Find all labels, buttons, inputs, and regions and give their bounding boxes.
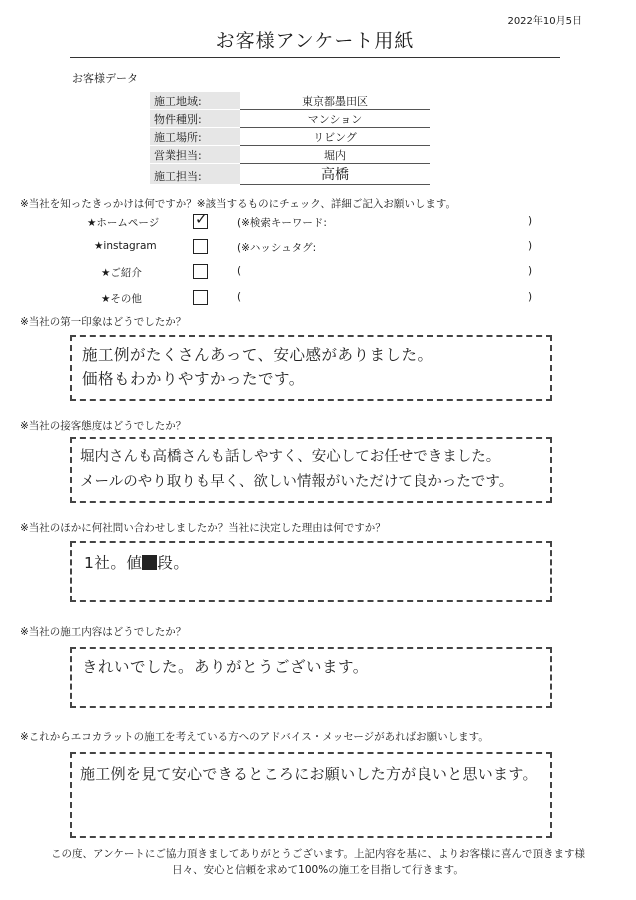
option-instagram-detail: (※ハッシュタグ: xyxy=(237,242,317,254)
q2-answer-box[interactable] xyxy=(70,335,552,401)
customer-data-heading: お客様データ xyxy=(72,72,138,85)
q5-answer-line-1: きれいでした。ありがとうございます。 xyxy=(82,658,369,676)
footer-line-1: この度、アンケートにご協力頂きましてありがとうございます。上記内容を基に、よりお客様に喜んで頂きます様 xyxy=(50,848,586,860)
checkbox-referral[interactable] xyxy=(193,264,208,279)
option-homepage-detail: (※検索キーワード: xyxy=(237,217,327,229)
q5-answer-box[interactable] xyxy=(70,647,552,708)
q5-question: ※当社の施工内容はどうでしたか？ xyxy=(20,626,187,638)
value-installer: 高橋 xyxy=(240,164,430,185)
label-location: 施工場所: xyxy=(150,128,240,146)
check-mark-icon: ✓ xyxy=(195,210,208,228)
q4-answer-box[interactable] xyxy=(70,541,552,602)
option-other-close: ) xyxy=(528,291,533,303)
customer-data-table xyxy=(150,92,430,185)
checkbox-other[interactable] xyxy=(193,290,208,305)
q4-question: ※当社のほかに何社問い合わせしましたか？当社に決定した理由は何ですか？ xyxy=(20,522,386,534)
q3-answer-line-2: メールのやり取りも早く、欲しい情報がいただけて良かったです。 xyxy=(80,474,514,490)
option-instagram-close: ) xyxy=(528,240,533,252)
row-property-type xyxy=(150,110,430,128)
option-referral-close: ) xyxy=(528,265,533,277)
q3-answer-box[interactable] xyxy=(70,437,552,503)
ink-blot xyxy=(142,555,157,570)
q4-answer xyxy=(84,551,189,575)
q2-question: ※当社の第一印象はどうでしたか？ xyxy=(20,316,187,328)
option-referral-detail: ( xyxy=(237,265,242,277)
survey-date: 2022年10月5日 xyxy=(507,16,582,27)
label-area: 施工地域: xyxy=(150,92,240,110)
checkbox-homepage[interactable] xyxy=(193,210,208,229)
q4-answer-pre: 1社。値 xyxy=(84,554,143,572)
option-instagram-label: ★instagram xyxy=(94,240,157,252)
q2-answer-line-1: 施工例がたくさんあって、安心感がありました。 xyxy=(82,346,434,364)
q6-answer-box[interactable] xyxy=(70,752,552,838)
option-referral-label: ★ご紹介 xyxy=(101,267,142,279)
option-homepage-close: ) xyxy=(528,215,533,227)
q2-answer-line-2: 価格もわかりやすかったです。 xyxy=(82,370,305,388)
value-location: リビング xyxy=(240,128,430,146)
q3-answer-line-1: 堀内さんも高橋さんも話しやすく、安心してお任せできました。 xyxy=(80,449,501,465)
row-installer xyxy=(150,164,430,185)
q6-answer-line-1: 施工例を見て安心できるところにお願いした方が良いと思います。 xyxy=(80,765,538,783)
label-installer: 施工担当: xyxy=(150,164,240,185)
row-location xyxy=(150,128,430,146)
q3-question: ※当社の接客態度はどうでしたか？ xyxy=(20,420,187,432)
label-sales: 営業担当: xyxy=(150,146,240,164)
option-other-detail: ( xyxy=(237,291,242,303)
value-sales: 堀内 xyxy=(240,146,430,164)
row-sales xyxy=(150,146,430,164)
q4-answer-post: 段。 xyxy=(157,554,190,572)
row-area xyxy=(150,92,430,110)
footer-line-2: 日々、安心と信頼を求めて100%の施工を目指して行きます。 xyxy=(172,864,464,876)
q1-question: ※当社を知ったきっかけは何ですか？※該当するものにチェック、詳細ご記入お願いします。 xyxy=(20,198,457,210)
value-property-type: マンション xyxy=(240,110,430,128)
q6-question: ※これからエコカラットの施工を考えている方へのアドバイス・メッセージがあればお願いします。 xyxy=(20,731,489,743)
option-homepage-label: ★ホームページ xyxy=(87,217,160,229)
value-area: 東京都墨田区 xyxy=(240,92,430,110)
option-other-label: ★その他 xyxy=(101,293,142,305)
page-title: お客様アンケート用紙 xyxy=(70,26,560,58)
label-property-type: 物件種別: xyxy=(150,110,240,128)
checkbox-instagram[interactable] xyxy=(193,239,208,254)
